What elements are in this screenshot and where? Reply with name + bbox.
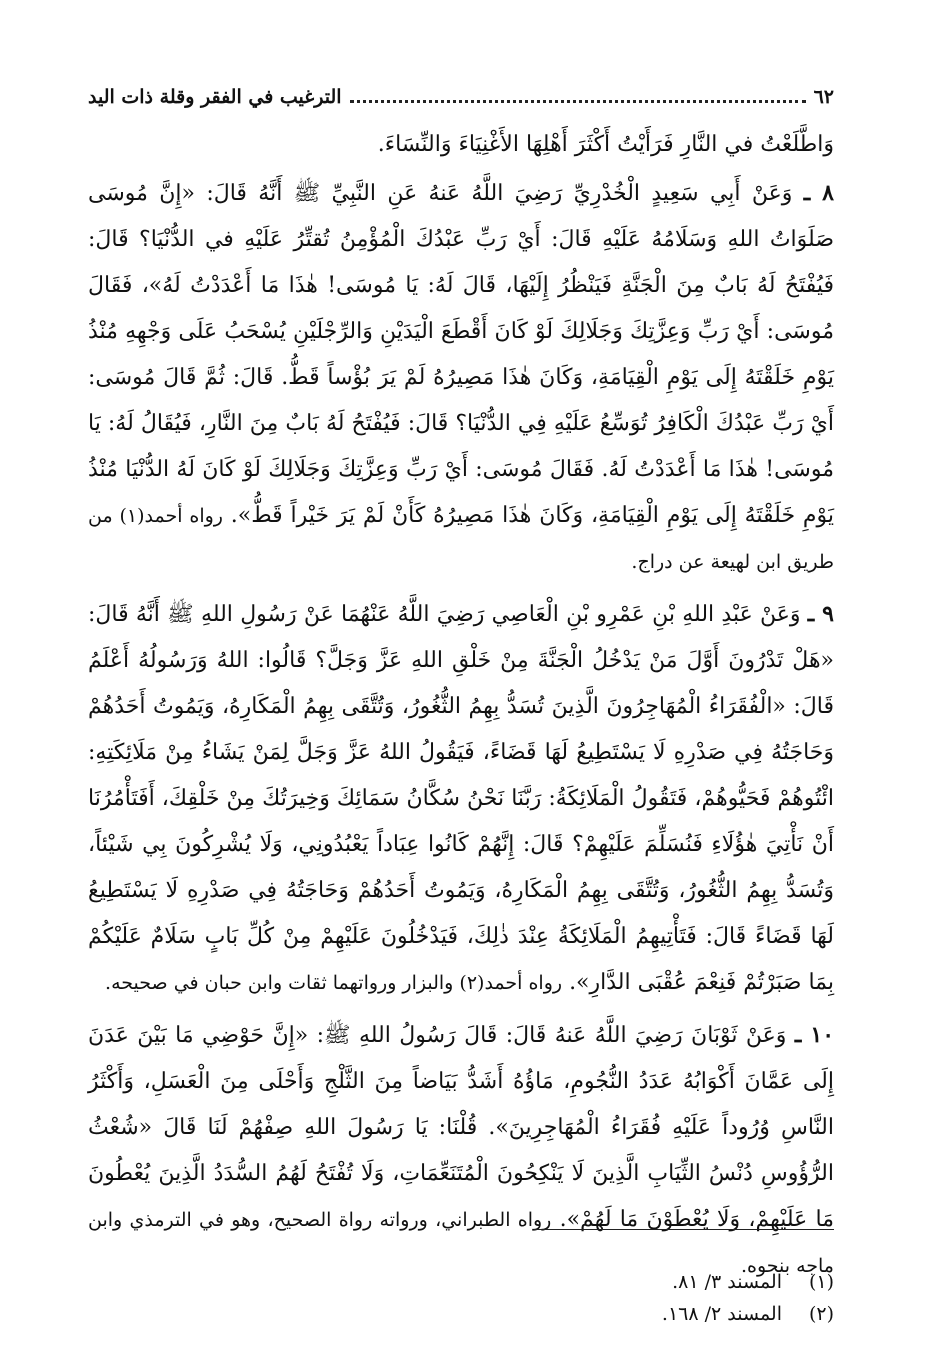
footnotes <box>88 1266 834 1330</box>
footnote-mark: (٢) <box>808 1303 834 1325</box>
hadith-source: رواه الطبراني، ورواته رواة الصحيح، وهو في الترمذي وابن ماجه بنحوه. <box>88 1209 834 1277</box>
dotted-leader <box>350 88 806 103</box>
footnote-text: المسند ٢/ ١٦٨. <box>661 1303 782 1325</box>
hadith-text: وَعَنْ ثَوْبَانَ رَضِيَ اللَّهُ عَنهُ قَالَ: قَالَ رَسُولُ اللهِ ﷺ: «إِنَّ حَوْضِي مَا بَيْنَ عَدَنَ إِلَى عَمَّانَ أَكْوَابُهُ عَدَدُ النُّجُومِ، مَاؤُهُ أَشَدُّ بَيَاضاً مِنَ الثَّلْجِ وَأَحْلَى مِنَ الْعَسَلِ، وَأَكْثَرُ النَّاسِ وُرُوداً عَلَيْهِ فُقَرَاءُ الْمُهَاجِرِينَ». قُلْنَا: يَا رَسُولَ اللهِ صِفْهُمْ لَنَا قَالَ «شُعْثُ الرُّؤُوسِ دُنْسُ الثِّيَابِ الَّذِينَ لَا يَنْكِحُونَ الْمُتَنَعِّمَاتِ، وَلَا تُفْتَحُ لَهُمُ السُّدَدُ الَّذِينَ يُعْطُونَ مَا عَلَيْهِمْ، وَلَا يُعْطَوْنَ مَا لَهُمْ». <box>88 1023 834 1232</box>
running-header <box>88 80 834 114</box>
footnote-mark: (١) <box>808 1271 834 1293</box>
footnote-divider <box>534 1229 834 1230</box>
hadith-9 <box>88 591 834 1006</box>
page-number: ٦٢ <box>813 86 834 108</box>
hadith-8 <box>88 170 834 585</box>
hadith-number: ٨ ـ <box>803 180 834 206</box>
hadith-text: وَعَنْ عَبْدِ اللهِ بْنِ عَمْرِو بْنِ الْعَاصِي رَضِيَ اللَّهُ عَنْهُمَا عَنْ رَسُولِ اللهِ ﷺ أَنَّهُ قَالَ: «هَلْ تَدْرُونَ أَوَّلَ مَنْ يَدْخُلُ الْجَنَّةَ مِنْ خَلْقِ اللهِ عَزَّ وَجَلَّ؟ قَالُوا: اللهُ وَرَسُولُهُ أَعْلَمُ قَالَ: «الْفُقَرَاءُ الْمُهَاجِرُونَ الَّذِينَ تُسَدُّ بِهِمُ الثُّغُورُ، وَتُتَّقَى بِهِمُ الْمَكَارِهُ، وَيَمُوتُ أَحَدُهُمْ وَحَاجَتُهُ فِي صَدْرِهِ لَا يَسْتَطِيعُ لَهَا قَضَاءً، فَيَقُولُ اللهُ عَزَّ وَجَلَّ لِمَنْ يَشَاءُ مِنْ مَلَائِكَتِهِ: ائْتُوهُمْ فَحَيُّوهُمْ، فَتَقُولُ الْمَلَائِكَةُ: رَبَّنَا نَحْنُ سُكَّانُ سَمَائِكَ وَخِيرَتُكَ مِنْ خَلْقِكَ، أَفَتَأْمُرُنَا أَنْ نَأْتِيَ هٰؤُلَاءِ فَنُسَلِّمَ عَلَيْهِمْ؟ قَالَ: إِنَّهُمْ كَانُوا عِبَاداً يَعْبُدُونِي، وَلَا يُشْرِكُونَ بِي شَيْئاً، وَتُسَدُّ بِهِمُ الثُّغُورُ، وَتُتَّقَى بِهِمُ الْمَكَارِهُ، وَيَمُوتُ أَحَدُهُمْ وَحَاجَتُهُ فِي صَدْرِهِ لَا يَسْتَطِيعُ لَهَا قَضَاءً قَالَ: فَتَأْتِيهِمُ الْمَلَائِكَةُ عِنْدَ ذٰلِكَ، فَيَدْخُلُونَ عَلَيْهِمْ مِنْ كُلِّ بَابٍ سَلَامٌ عَلَيْكُمْ بِمَا صَبَرْتُمْ فَنِعْمَ عُقْبَى الدَّارِ». <box>88 602 834 995</box>
footnote-2 <box>88 1298 834 1330</box>
hadith-source: رواه أحمد(٢) والبزار ورواتهما ثقات وابن حبان في صحيحه. <box>105 972 563 994</box>
hadith-10 <box>88 1012 834 1289</box>
footnote-1 <box>88 1266 834 1298</box>
header-title: الترغيب في الفقر وقلة ذات اليد <box>88 86 342 108</box>
footnote-text: المسند ٣/ ٨١. <box>672 1271 782 1293</box>
hadith-number: ١٠ ـ <box>794 1022 835 1048</box>
hadith-source: رواه أحمد(١) من طريق ابن لهيعة عن دراج. <box>88 505 834 573</box>
hadith-text: وَعَنْ أَبِي سَعِيدٍ الْخُدْرِيِّ رَضِيَ اللَّهُ عَنهُ عَنِ النَّبِيِّ ﷺ أَنَّهُ قَالَ: «إِنَّ مُوسَى صَلَوَاتُ اللهِ وَسَلَامُهُ عَلَيْهِ قَالَ: أَيْ رَبِّ عَبْدُكَ الْمُؤْمِنُ تُقتِّرُ عَلَيْهِ في الدُّنْيَا؟ قَالَ: فَيُفْتَحُ لَهُ بَابٌ مِنَ الْجَنَّةِ فَيَنْظُرُ إِلَيْهَا، قَالَ لَهُ: يَا مُوسَى! هٰذَا مَا أَعْدَدْتُ لَهُ»، فَقَالَ مُوسَى: أَيْ رَبِّ وَعِزَّتِكَ وَجَلَالِكَ لَوْ كَانَ أَقْطَعَ الْيَدَيْنِ وَالرِّجْلَيْنِ يُسْحَبُ عَلَى وَجْهِهِ مُنْذُ يَوْمِ خَلَقْتَهُ إِلَى يَوْمِ الْقِيَامَةِ، وَكَانَ هٰذَا مَصِيرُهُ لَمْ يَرَ بُؤْساً قَطُّ. قَالَ: ثُمَّ قَالَ مُوسَى: أَيْ رَبِّ عَبْدُكَ الْكَافِرُ تُوَسِّعُ عَلَيْهِ فِي الدُّنْيَا؟ قَالَ: فَيُفْتَحُ لَهُ بَابٌ مِنَ النَّارِ، فَيُقَالُ لَهُ: يَا مُوسَى! هٰذَا مَا أَعْدَدْتُ لَهُ. فَقَالَ مُوسَى: أَيْ رَبِّ وَعِزَّتِكَ وَجَلَالِكَ لَوْ كَانَ لَهُ الدُّنْيَا مُنْذُ يَوْمِ خَلَقْتَهُ إِلَى يَوْمِ الْقِيَامَةِ، وَكَانَ هٰذَا مَصِيرُهُ كَأَنْ لَمْ يَرَ خَيْراً قَطُّ». <box>88 181 834 528</box>
page-body <box>88 80 834 1295</box>
paragraph-continuation: وَاطَّلَعْتُ في النَّارِ فَرَأَيْتُ أَكْثَرَ أَهْلِهَا الأَغْنِيَاءَ وَالنِّسَاءَ. <box>377 132 834 157</box>
hadith-number: ٩ ـ <box>807 601 834 627</box>
